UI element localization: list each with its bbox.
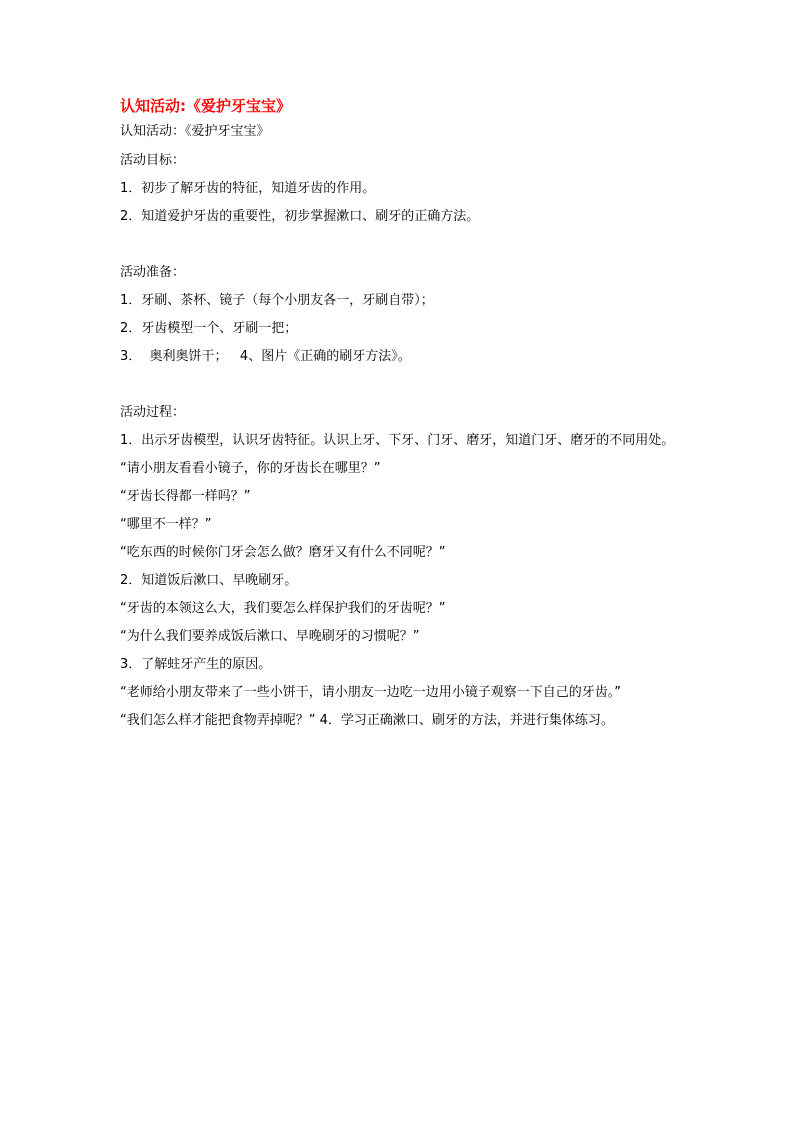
- preparation-item-2: 2．牙齿模型一个、牙刷一把；: [120, 321, 298, 336]
- preparation-item-1: 1．牙刷、茶杯、镜子（每个小朋友各一，牙刷自带）；: [120, 293, 434, 308]
- section-spacer: [120, 371, 680, 399]
- process-line-1: 1．出示牙齿模型，认识牙齿特征。认识上牙、下牙、门牙、磨牙，知道门牙、磨牙的不同用处。: [120, 433, 675, 448]
- process-line-4: “哪里不一样？”: [120, 517, 212, 532]
- process-line-7: “牙齿的本领这么大，我们要怎么样保护我们的牙齿呢？”: [120, 601, 446, 616]
- process-line-3: “牙齿长得都一样吗？”: [120, 489, 251, 504]
- process-line-10: “老师给小朋友带来了一些小饼干，请小朋友一边吃一边用小镜子观察一下自己的牙齿。”: [120, 685, 621, 700]
- process-line-5: “吃东西的时候你门牙会怎么做？磨牙又有什么不同呢？”: [120, 545, 446, 560]
- process-line-11: “我们怎么样才能把食物弄掉呢？” 4．学习正确漱口、刷牙的方法，并进行集体练习。: [120, 713, 614, 728]
- document-heading: 认知活动:《爱护牙宝宝》: [120, 97, 291, 115]
- section-spacer: [120, 231, 680, 259]
- preparation-label: 活动准备：: [120, 265, 186, 280]
- process-line-2: “请小朋友看看小镜子，你的牙齿长在哪里？”: [120, 461, 381, 476]
- process-line-8: “为什么我们要养成饭后漱口、早晚刷牙的习惯呢？”: [120, 629, 420, 644]
- preparation-item-3: 3． 奥利奥饼干； 4、图片《正确的刷牙方法》。: [120, 349, 411, 364]
- goal-item-1: 1．初步了解牙齿的特征，知道牙齿的作用。: [120, 181, 376, 196]
- document-content: [120, 93, 680, 735]
- document-subtitle: 认知活动：《爱护牙宝宝》: [120, 124, 270, 139]
- process-line-9: 3．了解蛀牙产生的原因。: [120, 657, 272, 672]
- goals-label: 活动目标：: [120, 153, 186, 168]
- process-label: 活动过程：: [120, 405, 186, 420]
- goal-item-2: 2．知道爱护牙齿的重要性，初步掌握漱口、刷牙的正确方法。: [120, 209, 480, 224]
- process-line-6: 2．知道饭后漱口、早晚刷牙。: [120, 573, 298, 588]
